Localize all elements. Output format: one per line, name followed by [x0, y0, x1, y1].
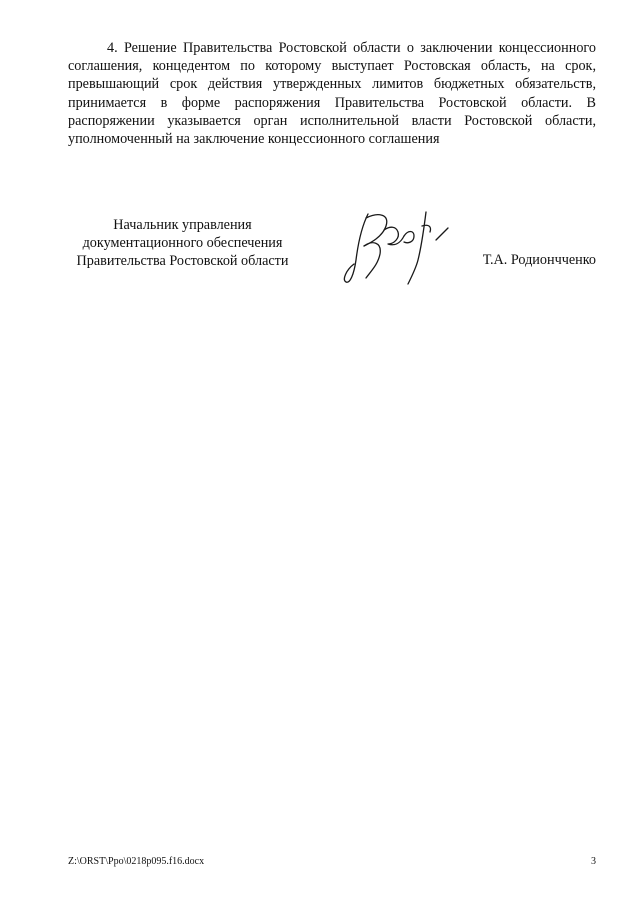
signer-title-line-1: Начальник управления: [113, 217, 252, 233]
handwritten-signature: [338, 204, 458, 292]
signer-title-line-2: документационного обеспечения: [82, 235, 283, 252]
page-number: 3: [591, 856, 596, 867]
paragraph-4: 4. Решение Правительства Ростовской области о заключении концессионного соглашения, концедентом по которому выступает Ростовская область, на срок, превышающий срок действия утвержденных лимитов бюджетных обязательств, принимается в форме распоряжения Правительства Ростовской области. В распоряжении указывается орган исполнительной власти Ростовской области, уполномоченный на заключение концессионного соглашения: [68, 40, 596, 148]
signer-title-block: [60, 216, 305, 271]
footer-file-path: Z:\ORST\Ppo\0218p095.f16.docx: [68, 856, 205, 867]
signer-name: Т.А. Родиончченко: [482, 252, 596, 268]
signer-title-line-3: Правительства Ростовской области: [76, 253, 289, 270]
